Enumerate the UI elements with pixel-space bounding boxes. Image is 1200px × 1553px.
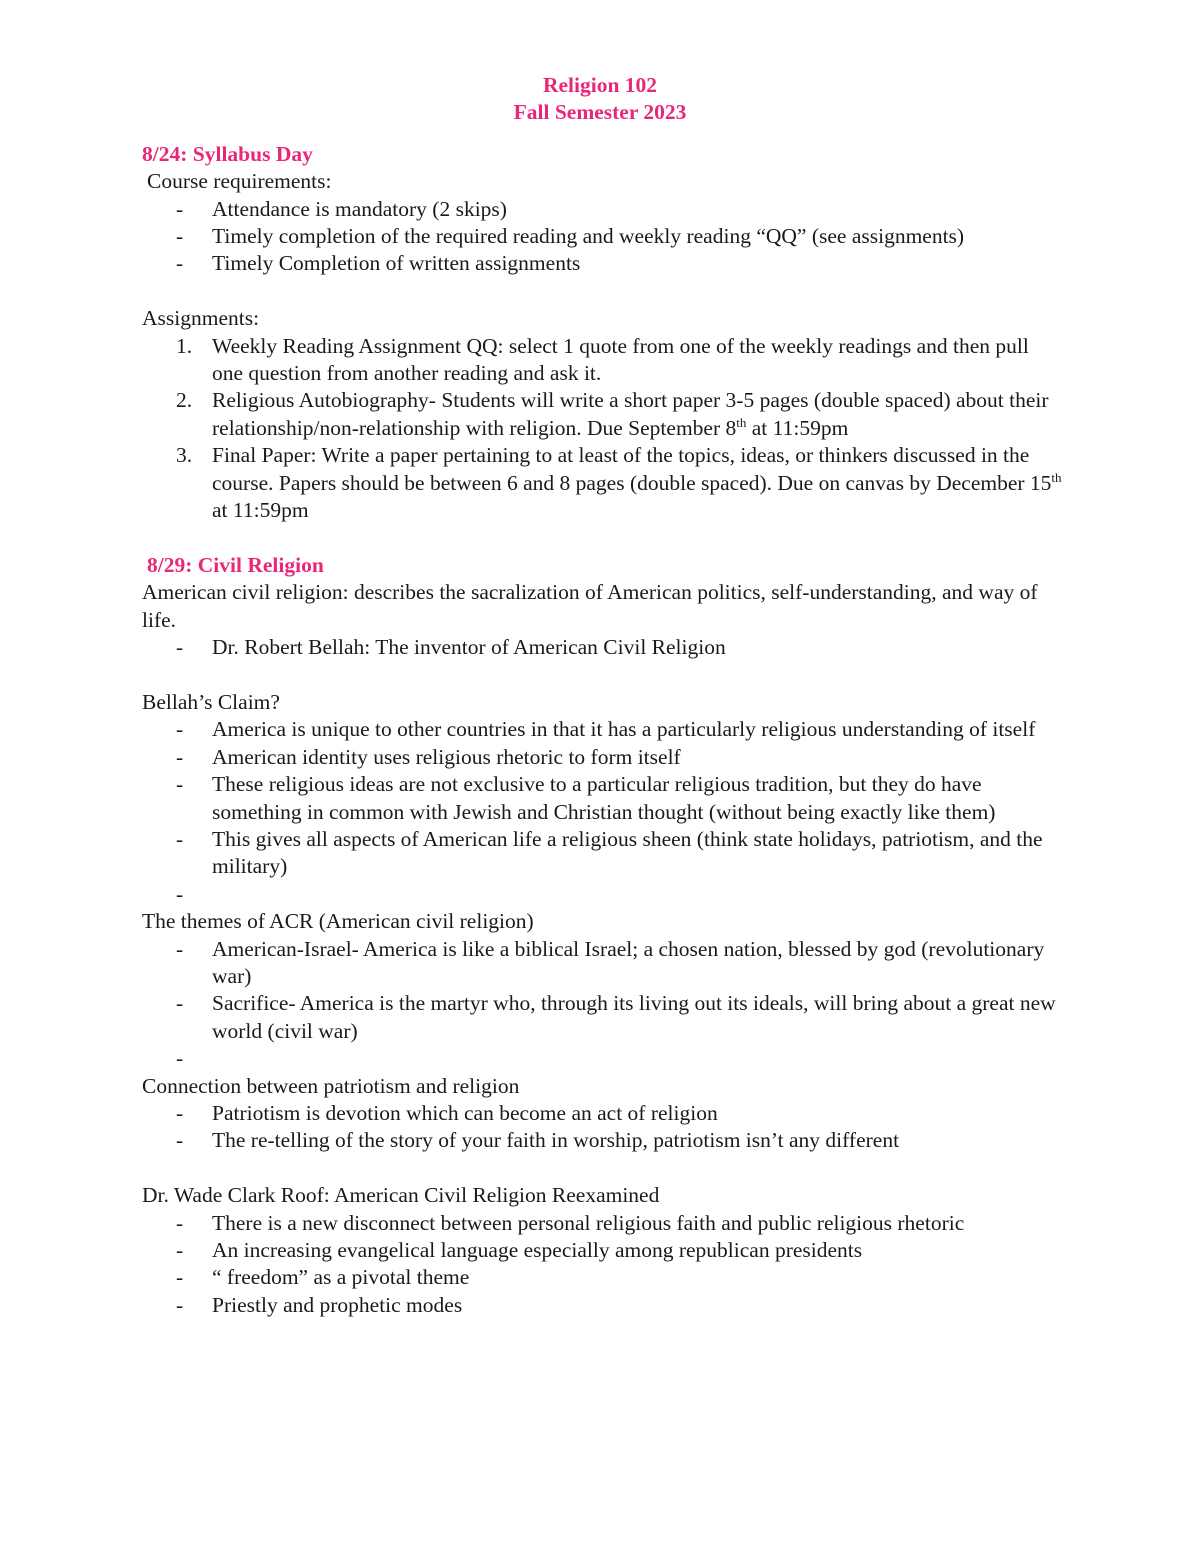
assignment-text: Final Paper: Write a paper pertaining to at least of the topics, ideas, or thinkers discussed in the course. Papers should be between 6 and 8 pages (double spaced). Due on canvas by December 15: [212, 443, 1052, 495]
list-item: - There is a new disconnect between personal religious faith and public religious rhetoric: [142, 1210, 1062, 1237]
list-item: [142, 333, 1062, 388]
assignments-label: Assignments:: [142, 306, 260, 331]
connection-label: Connection between patriotism and religion: [142, 1073, 520, 1098]
themes-label: The themes of ACR (American civil religion): [142, 909, 534, 934]
list-item: - Timely completion of the required reading and weekly reading “QQ” (see assignments): [142, 223, 1062, 250]
roof-label: Dr. Wade Clark Roof: American Civil Religion Reexamined: [142, 1183, 660, 1208]
list-item: - The re-telling of the story of your faith in worship, patriotism isn’t any different: [142, 1127, 1062, 1154]
requirements-list: [142, 196, 1062, 278]
list-item: - Priestly and prophetic modes: [142, 1292, 1062, 1319]
section-heading-civil-religion: 8/29: Civil Religion: [147, 552, 324, 577]
list-item: - This gives all aspects of American life a religious sheen (think state holidays, patriotism, and the military): [142, 826, 1062, 881]
assignments-list: [142, 333, 1062, 525]
list-item: - American-Israel- America is like a biblical Israel; a chosen nation, blessed by god (revolutionary war): [142, 936, 1062, 991]
list-item: - Patriotism is devotion which can become an act of religion: [142, 1100, 1062, 1127]
list-item: - “ freedom” as a pivotal theme: [142, 1264, 1062, 1291]
document-title: Religion 102: [542, 73, 658, 97]
assignment-text: Religious Autobiography- Students will write a short paper 3-5 pages (double spaced) about their relationship/non-relationship with religion. Due September 8: [212, 388, 1049, 440]
list-item: - Sacrifice- America is the martyr who, through its living out its ideals, will bring about a great new world (civil war): [142, 990, 1062, 1045]
claim-list: [142, 716, 1062, 908]
list-item: - American identity uses religious rhetoric to form itself: [142, 744, 1062, 771]
roof-list: [142, 1210, 1062, 1320]
list-item: - An increasing evangelical language especially among republican presidents: [142, 1237, 1062, 1264]
definition-text: American civil religion: describes the sacralization of American politics, self-understanding, and way of life.: [142, 580, 1038, 632]
title-block: [142, 72, 1062, 127]
list-item: - Dr. Robert Bellah: The inventor of American Civil Religion: [142, 634, 1062, 661]
assignment-text: Weekly Reading Assignment QQ: select 1 quote from one of the weekly readings and then pull one question from another reading and ask it.: [212, 333, 1029, 386]
connection-list: [142, 1100, 1062, 1155]
requirements-label: Course requirements:: [147, 169, 332, 194]
list-item: - Timely Completion of written assignments: [142, 250, 1062, 277]
list-number: 1.: [176, 333, 193, 358]
definition-list: [142, 634, 1062, 661]
list-item: - Attendance is mandatory (2 skips): [142, 196, 1062, 223]
superscript: th: [736, 414, 747, 430]
assignment-text: at 11:59pm: [746, 415, 849, 440]
claim-label: Bellah’s Claim?: [142, 689, 280, 714]
document-content: [142, 72, 1062, 1319]
themes-list: [142, 936, 1062, 1073]
list-item: - America is unique to other countries in that it has a particularly religious understanding of itself: [142, 716, 1062, 743]
section-heading-syllabus: 8/24: Syllabus Day: [142, 141, 313, 166]
list-item: - These religious ideas are not exclusive to a particular religious tradition, but they do have something in common with Jewish and Christian thought (without being exactly like them): [142, 771, 1062, 826]
list-item: [142, 387, 1062, 442]
superscript: th: [1051, 469, 1062, 485]
list-item: [142, 442, 1062, 524]
list-number: 3.: [176, 443, 193, 468]
list-number: 2.: [176, 388, 193, 413]
list-item: [142, 881, 1062, 908]
list-item: [142, 1045, 1062, 1072]
assignment-text: at 11:59pm: [212, 498, 309, 523]
document-subtitle: Fall Semester 2023: [513, 100, 687, 125]
